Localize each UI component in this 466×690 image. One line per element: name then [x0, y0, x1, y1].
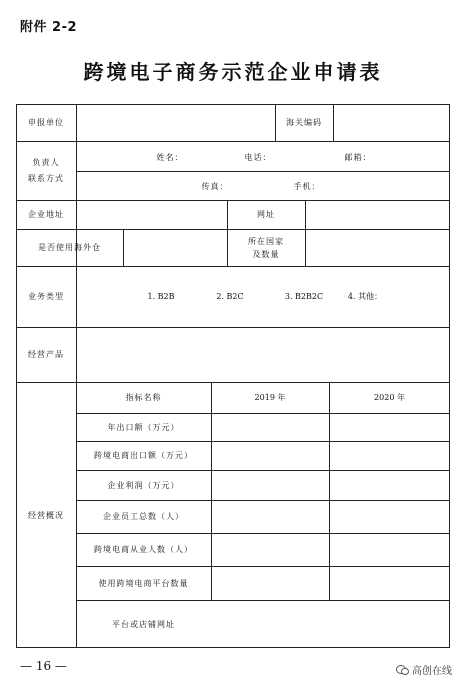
products-field[interactable] — [77, 328, 449, 382]
page-number: — 16 — — [20, 659, 67, 673]
website-label: 网址 — [257, 210, 275, 219]
indicator-crossborder-export: 跨境电商出口额（万元） — [94, 451, 193, 460]
business-type-option-1[interactable]: 1. B2B — [147, 291, 175, 301]
indicator-store-url: 平台或店铺网址 — [112, 619, 175, 629]
overseas-warehouse-label: 是否使用海外仓 — [38, 243, 101, 252]
contact-label: 负责人 联系方式 — [28, 157, 64, 183]
business-type-option-3[interactable]: 3. B2B2C — [284, 291, 324, 301]
customs-code-field[interactable] — [334, 105, 449, 141]
overseas-warehouse-field[interactable] — [124, 230, 227, 266]
indicator-platform-count: 使用跨境电商平台数量 — [98, 578, 189, 588]
year-2020-header: 2020 年 — [374, 393, 405, 402]
value-2019-export[interactable] — [212, 414, 329, 441]
customs-code-label: 海关编码 — [286, 118, 322, 127]
indicator-export-value: 年出口额（万元） — [107, 422, 180, 432]
country-quantity-label: 所在国家 及数量 — [248, 236, 284, 259]
overview-label: 经营概况 — [28, 510, 64, 520]
applicant-field[interactable] — [77, 105, 275, 141]
country-quantity-field[interactable] — [306, 230, 449, 266]
form-title: 跨境电子商务示范企业申请表 — [83, 60, 383, 84]
value-2020-export[interactable] — [330, 414, 449, 441]
year-2019-header: 2019 年 — [254, 393, 286, 402]
phone-label: 电话： — [244, 152, 272, 162]
email-label: 邮箱： — [344, 152, 372, 162]
business-type-option-4[interactable]: 4. 其他： — [347, 291, 383, 301]
business-type-label: 业务类型 — [28, 292, 64, 301]
brand-name: 高创在线 — [412, 666, 452, 677]
address-field[interactable] — [77, 201, 227, 229]
indicator-header: 指标名称 — [125, 393, 162, 402]
attachment-label: 附件 2-2 — [20, 20, 78, 35]
applicant-label: 申报单位 — [28, 118, 64, 127]
mobile-label: 手机： — [293, 181, 321, 191]
business-type-option-2[interactable]: 2. B2C — [216, 291, 244, 301]
name-label: 姓名： — [156, 152, 184, 162]
indicator-crossborder-staff: 跨境电商从业人数（人） — [94, 545, 193, 554]
address-label: 企业地址 — [28, 210, 64, 219]
indicator-employees: 企业员工总数（人） — [103, 512, 184, 521]
website-field[interactable] — [306, 201, 449, 229]
fax-label: 传真： — [201, 181, 229, 191]
value-store-url[interactable] — [212, 601, 449, 647]
wechat-icon — [396, 665, 408, 675]
products-label: 经营产品 — [28, 350, 64, 359]
indicator-profit: 企业利润（万元） — [107, 480, 180, 490]
brand-watermark — [396, 662, 452, 677]
